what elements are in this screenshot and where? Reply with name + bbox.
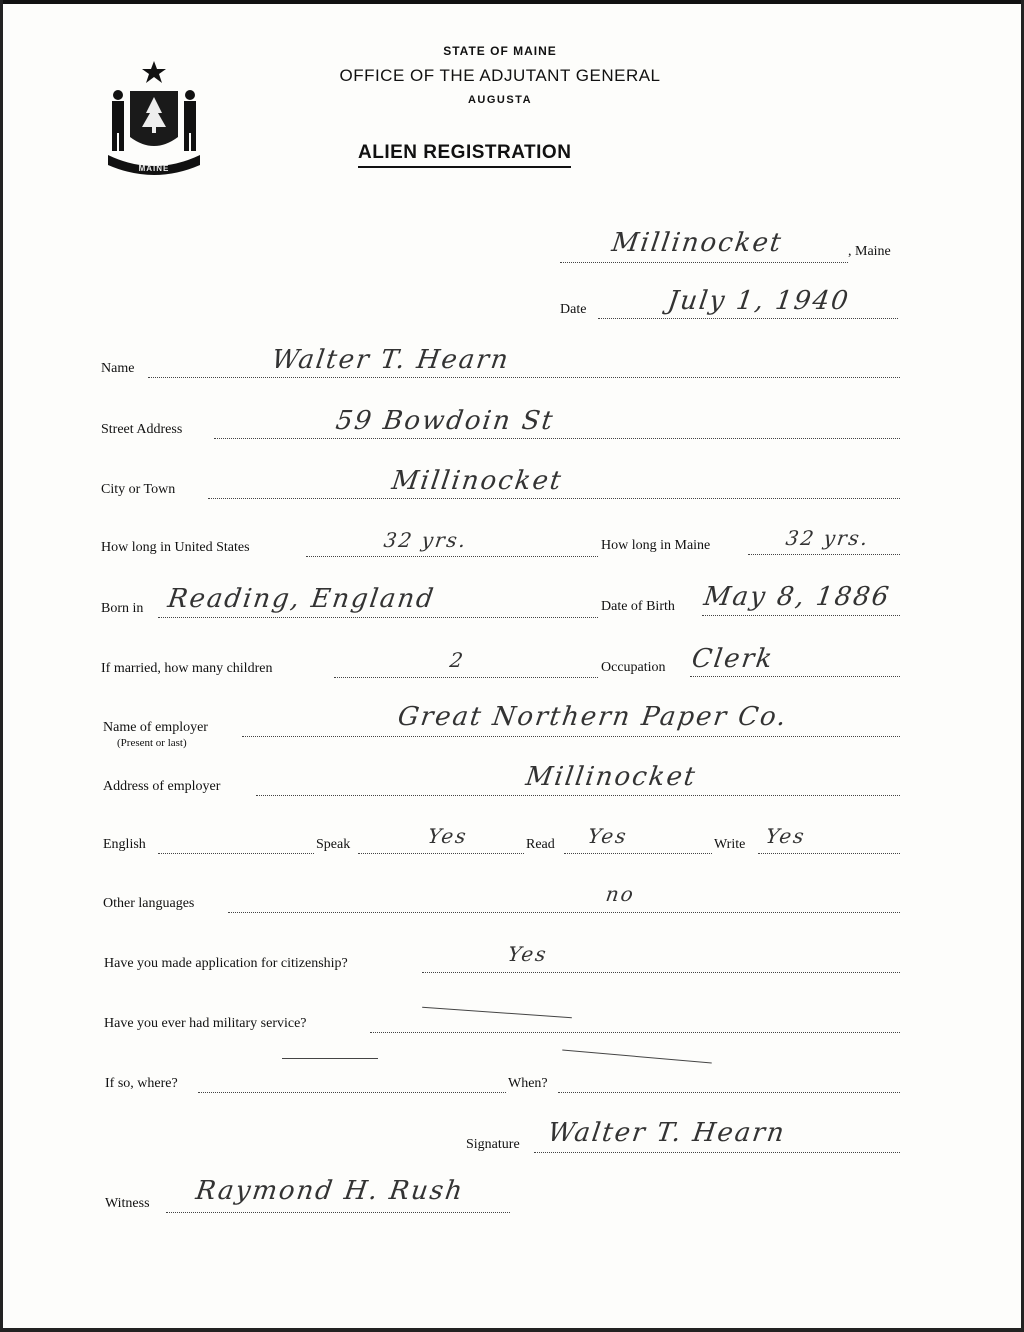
english-line bbox=[158, 853, 314, 854]
speak-line bbox=[358, 853, 524, 854]
write-value: Yes bbox=[764, 824, 808, 848]
married-children-label: If married, how many children bbox=[101, 661, 273, 676]
date-line bbox=[598, 318, 898, 319]
born-in-value: Reading, England bbox=[165, 584, 438, 614]
speak-value: Yes bbox=[426, 824, 470, 848]
employer-name-line bbox=[242, 736, 900, 737]
employer-address-line bbox=[256, 795, 900, 796]
date-of-birth-line bbox=[702, 615, 900, 616]
employer-name-value: Great Northern Paper Co. bbox=[395, 702, 790, 732]
employer-address-label: Address of employer bbox=[103, 779, 221, 794]
children-value: 2 bbox=[448, 648, 467, 672]
born-in-label: Born in bbox=[101, 601, 144, 616]
office-heading: OFFICE OF THE ADJUTANT GENERAL bbox=[339, 66, 661, 85]
date-label: Date bbox=[560, 302, 587, 317]
street-address-line bbox=[214, 438, 900, 439]
occupation-label: Occupation bbox=[601, 660, 666, 675]
occupation-value: Clerk bbox=[689, 644, 776, 674]
town-line bbox=[560, 262, 848, 263]
military-service-line bbox=[370, 1032, 900, 1033]
if-so-where-label: If so, where? bbox=[105, 1076, 178, 1091]
signature-label: Signature bbox=[466, 1137, 520, 1152]
state-heading: STATE OF MAINE bbox=[443, 44, 557, 58]
street-address-label: Street Address bbox=[101, 422, 183, 437]
name-line bbox=[148, 377, 900, 378]
date-value: July 1, 1940 bbox=[665, 286, 852, 316]
where-dash-mark bbox=[282, 1058, 378, 1059]
town-value: Millinocket bbox=[609, 228, 785, 258]
witness-value: Raymond H. Rush bbox=[193, 1176, 467, 1206]
occupation-line bbox=[690, 676, 900, 677]
read-line bbox=[564, 853, 712, 854]
how-long-us-value: 32 yrs. bbox=[382, 528, 469, 552]
other-languages-label: Other languages bbox=[103, 896, 195, 911]
city-or-town-line bbox=[208, 498, 900, 499]
when-dash-mark bbox=[562, 1049, 712, 1063]
city-or-town-label: City or Town bbox=[101, 482, 176, 497]
citizenship-line bbox=[422, 972, 900, 973]
children-line bbox=[334, 677, 598, 678]
born-in-line bbox=[158, 617, 598, 618]
city-heading: AUGUSTA bbox=[467, 94, 533, 106]
name-value: Walter T. Hearn bbox=[269, 345, 512, 375]
other-languages-line bbox=[228, 912, 900, 913]
scan-border-left bbox=[0, 0, 3, 1332]
military-service-label: Have you ever had military service? bbox=[104, 1016, 307, 1031]
other-languages-value: no bbox=[604, 882, 637, 906]
maine-label: , Maine bbox=[848, 244, 891, 259]
signature-value: Walter T. Hearn bbox=[545, 1118, 788, 1148]
name-label: Name bbox=[101, 361, 135, 376]
when-line bbox=[558, 1092, 900, 1093]
citizenship-value: Yes bbox=[506, 942, 550, 966]
employer-name-label: Name of employer bbox=[103, 720, 208, 735]
how-long-maine-line bbox=[748, 554, 900, 555]
how-long-maine-label: How long in Maine bbox=[601, 538, 711, 553]
read-value: Yes bbox=[586, 824, 630, 848]
how-long-maine-value: 32 yrs. bbox=[784, 526, 871, 550]
witness-line bbox=[166, 1212, 510, 1213]
military-dash-mark bbox=[422, 1007, 572, 1018]
employer-address-value: Millinocket bbox=[523, 762, 699, 792]
scan-border-top bbox=[0, 0, 1024, 4]
how-long-us-label: How long in United States bbox=[101, 540, 250, 555]
speak-label: Speak bbox=[316, 837, 351, 852]
signature-line bbox=[534, 1152, 900, 1153]
date-of-birth-label: Date of Birth bbox=[601, 599, 675, 614]
seal-banner-text: MAINE bbox=[138, 164, 170, 173]
citizenship-label: Have you made application for citizenship? bbox=[104, 956, 348, 971]
witness-label: Witness bbox=[105, 1196, 150, 1211]
city-or-town-value: Millinocket bbox=[389, 466, 565, 496]
street-address-value: 59 Bowdoin St bbox=[333, 406, 557, 436]
form-title: ALIEN REGISTRATION bbox=[358, 142, 571, 168]
date-of-birth-value: May 8, 1886 bbox=[701, 582, 893, 612]
where-line bbox=[198, 1092, 506, 1093]
when-label: When? bbox=[508, 1076, 548, 1091]
employer-note: (Present or last) bbox=[117, 737, 187, 749]
scan-border-bottom bbox=[0, 1328, 1024, 1332]
read-label: Read bbox=[526, 837, 555, 852]
english-label: English bbox=[103, 837, 146, 852]
write-line bbox=[758, 853, 900, 854]
write-label: Write bbox=[714, 837, 746, 852]
how-long-us-line bbox=[306, 556, 598, 557]
